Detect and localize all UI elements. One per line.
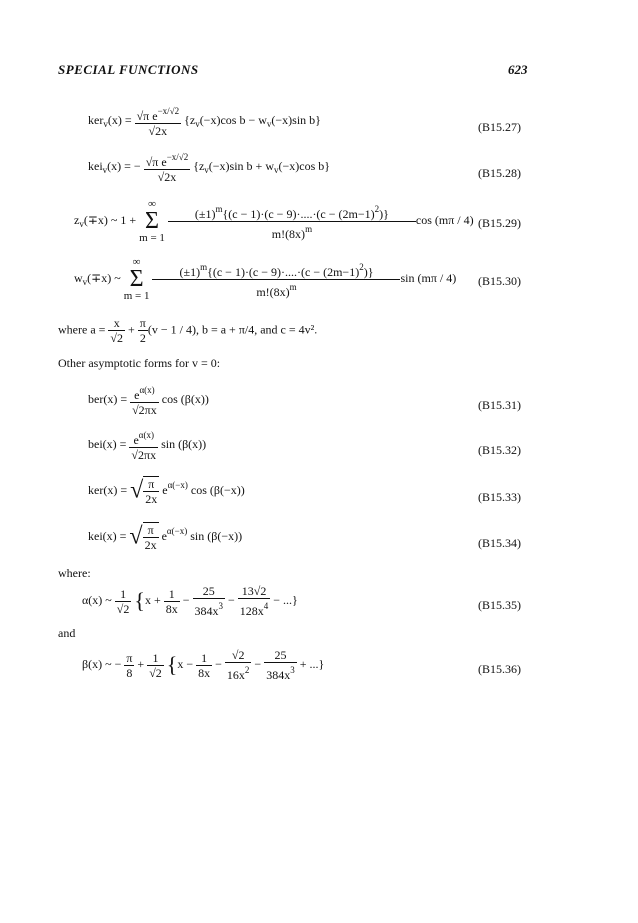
equation-number: (B15.35) [478,598,521,612]
equation-b15-29: $z_v(\mp x)$ ~ 1 + ∞ Σ m = 1 $\frac{(\pm 1)^m\{(c - 1)\cdot(c - 9)\cdot....\cdot(c - (2m-1)^2)\}}{m!(8x)^m}$ cos (mπ / 4) [74,198,474,244]
equation-number: (B15.34) [478,536,521,550]
equation-number: (B15.31) [478,398,521,412]
other-forms-text: Other asymptotic forms for v = 0: [58,356,221,370]
equation-number: (B15.33) [478,490,521,504]
equation-b15-28: kei$_v$(x) = − $\frac{√\pi e^{-x/√2}}{√2x}$ {$z_v(-x)\sin$ $b + w_v(-x)\cos$ b} [88,152,331,184]
and-label: and [58,626,76,640]
equation-b15-33: ker(x) = √ $\frac{\pi}{2x}$ $e^{\alpha(-x)}$ cos (β(−x)) [88,477,245,506]
where-definition: where a = $\frac{x}{√2}$ + $\frac{\pi}{2}$ (v − 1 / 4), b = a + π/4, and c = 4v². [58,316,318,345]
page-number: 623 [508,62,528,77]
equation-number: (B15.36) [478,662,521,676]
equation-number: (B15.32) [478,443,521,457]
equation-number: (B15.27) [478,120,521,134]
equation-number: (B15.30) [478,274,521,288]
equation-b15-34: kei(x) = √ $\frac{\pi}{2x}$ $e^{\alpha(-x)}$ sin (β(−x)) [88,523,243,552]
equation-b15-31: ber(x) = $\frac{e^{\alpha(x)}}{√2\pi x}$ cos (β(x)) [88,385,209,417]
where-label: where: [58,566,91,580]
equation-b15-27: ker$_v$(x) = $\frac{√\pi e^{-x/√2}}{√2x}$ {$z_v(-x)\cos$ $b - w_v(-x)\sin$ b} [88,106,321,138]
equation-b15-36: β(x) ~ − $\frac{\pi}{8}$ + $\frac{1}{√2}$ {x − $\frac{1}{8x}$ − $\frac{√2}{16x^2}$ − $\frac{25}{384x^3}$ + ...} [82,648,325,682]
equation-number: (B15.29) [478,216,521,230]
equation-b15-32: bei(x) = $\frac{e^{\alpha(x)}}{√2\pi x}$ sin (β(x)) [88,430,207,462]
equation-number: (B15.28) [478,166,521,180]
equation-b15-35: α(x) ~ $\frac{1}{√2}$ {x + $\frac{1}{8x}$ − $\frac{25}{384x^3}$ − $\frac{13√2}{128x^4}$ − ...} [82,584,298,618]
equation-b15-30: $w_v(\mp x)$ ~ ∞ Σ m = 1 $\frac{(\pm 1)^m\{(c - 1)\cdot(c - 9)\cdot....\cdot(c - (2m-1)^2)\}}{m!(8x)^m}$ sin (mπ / 4) [74,256,457,302]
running-header-title: SPECIAL FUNCTIONS [58,62,199,77]
